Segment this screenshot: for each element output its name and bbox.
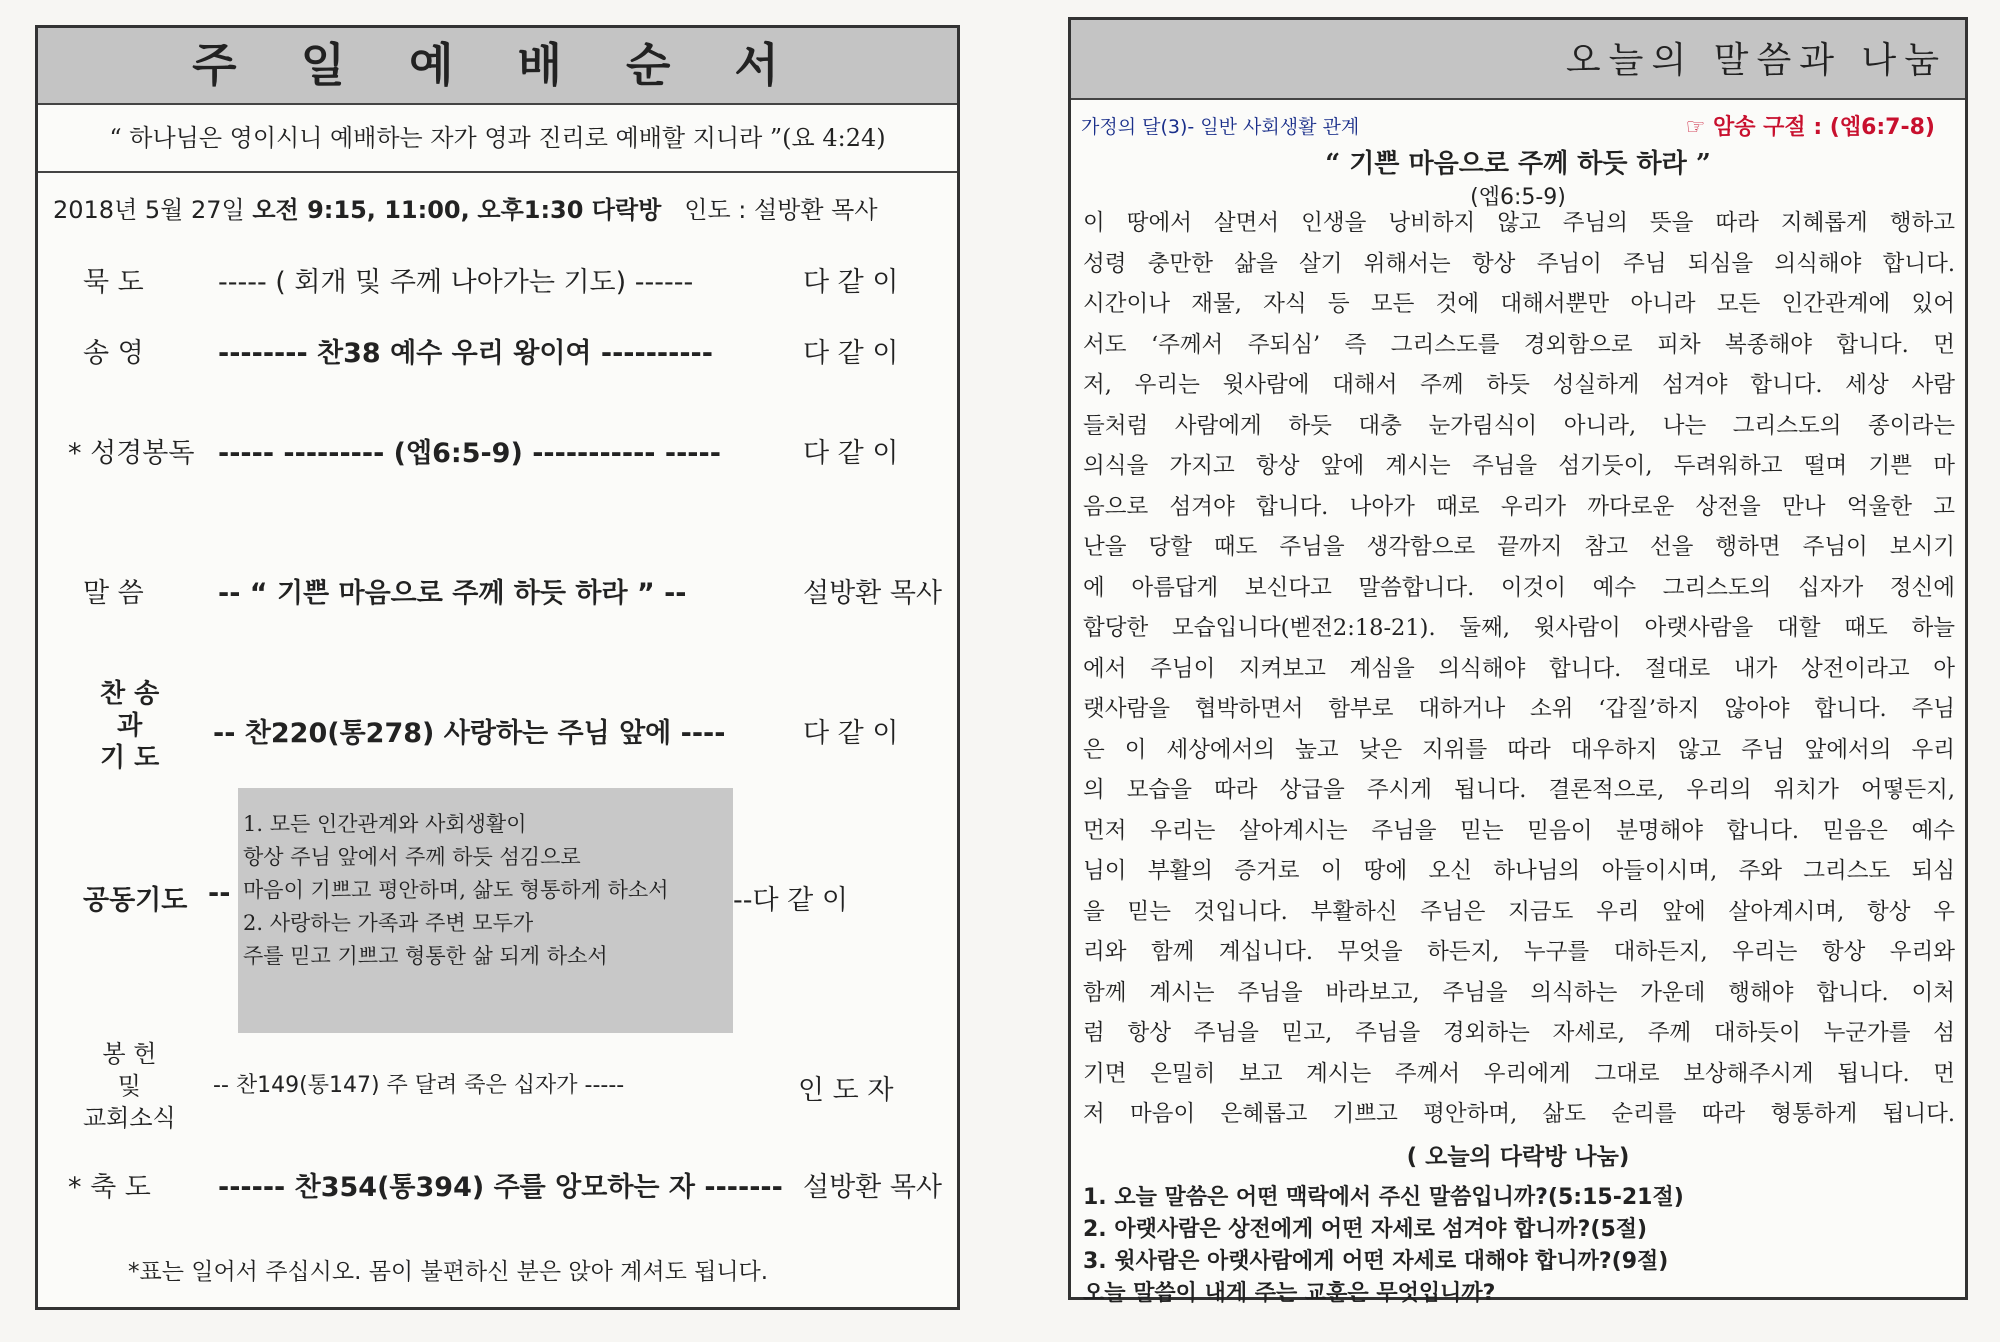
joint-prayer-leader	[733, 878, 848, 917]
sermon-series-topic: 가정의 달(3)- 일반 사회생활 관계	[1081, 116, 1360, 138]
body-line: 들처럼 사람에게 하듯 대충 눈가림식이 아니라, 나는 그리스도의 종이라는	[1083, 412, 1955, 439]
item-label: * 축 도	[68, 1172, 151, 1203]
item-leader: 다 같 이	[803, 267, 899, 298]
order-item-hymn-prayer-label	[100, 678, 159, 774]
body-line: 랫사람을 협박하면서 함부로 대하거나 소위 ‘갑질’하지 않아야 합니다. 주님	[1083, 696, 1955, 722]
prayer-line: 항상 주님 앞에서 주께 하듯 섬김으로	[243, 845, 581, 869]
label-part: 과	[117, 711, 143, 741]
label-part: 교회소식	[83, 1104, 176, 1132]
item-leader: --다 같 이	[733, 885, 848, 916]
item-leader: 다 같 이	[803, 338, 899, 369]
item-label: 송 영	[83, 338, 144, 369]
item-content: -------- 찬38 예수 우리 왕이여 ----------	[218, 338, 713, 369]
body-line: 님이 부활의 증거로 이 땅에 오신 하나님의 아들이시며, 주와 그리스도 되심	[1083, 858, 1955, 884]
label-part: 찬 송	[100, 679, 160, 709]
item-content: -- 찬220(통278) 사랑하는 주님 앞에 ----	[213, 718, 726, 749]
label-part: 봉 헌	[102, 1040, 157, 1068]
sermon-panel-title: 오늘의 말씀과 나눔	[1565, 40, 1947, 81]
scripture-quote: “ 하나님은 영이시니 예배하는 자가 영과 진리로 예배할 지니라 ”(요 4:24)	[38, 105, 957, 173]
sermon-title-bar	[1071, 20, 1965, 100]
sermon-body	[1083, 203, 1955, 1135]
body-line: 합당한 모습입니다(벧전2:18-21). 둘째, 윗사람이 아랫사람을 대할 때도 하늘	[1083, 615, 1955, 641]
label-part: 및	[117, 1072, 141, 1100]
prayer-line: 주를 믿고 기쁘고 형통한 삶 되게 하소서	[243, 944, 608, 968]
share-question-2: 2. 아랫사람은 상전에게 어떤 자세로 섬겨야 합니까?(5절)	[1083, 1217, 1648, 1242]
body-line: 먼저 우리는 살아계시는 주님을 믿는 믿음이 분명해야 합니다. 믿음은 예수	[1083, 817, 1955, 844]
worship-order-title: 주 일 예 배 순 서	[192, 38, 803, 92]
item-content: ----- ( 회개 및 주께 나아가는 기도) ------	[218, 267, 694, 298]
service-times: 오전 9:15, 11:00,	[252, 196, 470, 224]
sermon-heading: “ 기쁜 마음으로 주께 하듯 하라 ”	[1325, 149, 1711, 179]
joint-prayer-box	[238, 788, 733, 1033]
item-leader: 인 도 자	[798, 1075, 894, 1106]
item-content: ------ 찬354(통394) 주를 앙모하는 자 -------	[218, 1172, 783, 1203]
sermon-panel	[1068, 17, 1968, 1306]
body-line: 을 믿는 것입니다. 부활하신 주님은 지금도 우리 앞에 살아계시며, 항상 우	[1083, 898, 1955, 925]
item-content: -- 찬149(통147) 주 달려 죽은 십자가 -----	[213, 1073, 625, 1098]
body-line: 리와 함께 계십니다. 무엇을 하든지, 누구를 대하든지, 우리는 항상 우리와	[1083, 939, 1955, 965]
body-line: 이 땅에서 살면서 인생을 낭비하지 않고 주님의 뜻을 따라 지혜롭게 행하고	[1083, 210, 1955, 236]
share-question-4: 오늘 말씀이 내게 주는 교훈은 무엇입니까?	[1083, 1281, 1496, 1306]
body-line: 에서 주님이 지켜보고 계심을 의식해야 합니다. 절대로 내가 상전이라고 아	[1083, 655, 1955, 682]
body-line: 음으로 섬겨야 합니다. 나아가 때로 우리가 까다로운 상전을 만나 억울한 고	[1083, 493, 1955, 520]
share-question-3: 3. 윗사람은 아랫사람에게 어떤 자세로 대해야 합니까?(9절)	[1083, 1249, 1669, 1274]
worship-order-panel	[35, 25, 960, 1310]
service-place: 오후1:30 다락방	[477, 196, 662, 224]
memory-verse: ☞ 암송 구절 : (엡6:7-8)	[1685, 115, 1935, 140]
body-line: 은 이 세상에서의 높고 낮은 지위를 따라 대우하지 않고 주님 앞에서의 우리	[1083, 736, 1955, 763]
standing-note: *표는 일어서 주십시오. 몸이 불편하신 분은 앉아 계셔도 됩니다.	[128, 1259, 769, 1285]
item-leader: 다 같 이	[803, 718, 899, 749]
item-leader: 설방환 목사	[803, 578, 942, 609]
item-leader: 설방환 목사	[803, 1172, 942, 1203]
item-label: 묵 도	[83, 267, 144, 298]
item-content: -- “ 기쁜 마음으로 주께 하듯 하라 ” --	[218, 578, 687, 609]
prayer-line: 2. 사랑하는 가족과 주변 모두가	[243, 911, 534, 935]
item-label: * 성경봉독	[68, 438, 195, 469]
item-label: 공동기도	[83, 885, 188, 916]
share-section-title: ( 오늘의 다락방 나눔)	[1406, 1144, 1630, 1170]
body-line: 럼 항상 주님을 믿고, 주님을 경외하는 자세로, 주께 대하듯이 누군가를 섬	[1083, 1020, 1955, 1046]
body-line: 함께 계시는 주님을 바라보고, 주님을 의식하는 가운데 행해야 합니다. 이처	[1083, 979, 1955, 1006]
body-line: 시간이나 재물, 자식 등 모든 것에 대해서뿐만 아니라 모든 인간관계에 있어	[1083, 291, 1955, 317]
item-content: ----- --------- (엡6:5-9) ----------- -----	[218, 438, 721, 469]
item-content: --	[208, 878, 231, 909]
prayer-line: 1. 모든 인간관계와 사회생활이	[243, 812, 527, 836]
worship-order-title-bar	[38, 28, 957, 105]
body-line: 에 아름답게 보신다고 말씀합니다. 이것이 예수 그리스도의 십자가 정신에	[1083, 574, 1955, 601]
service-date: 2018년 5월 27일	[53, 196, 245, 224]
item-leader: 다 같 이	[803, 438, 899, 469]
body-line: 저 마음이 은혜롭고 기쁘고 평안하며, 삶도 순리를 따라 형통하게 됩니다.	[1083, 1101, 1955, 1127]
body-line: 의 모습을 따라 상급을 주시게 됩니다. 결론적으로, 우리의 위치가 어떻든지,	[1083, 777, 1955, 803]
body-line: 기면 은밀히 보고 계시는 주께서 우리에게 그대로 보상해주시게 됩니다. 먼	[1083, 1060, 1955, 1087]
body-line: 서도 ‘주께서 주되심’ 즉 그리스도를 경외함으로 피차 복종해야 합니다. 먼	[1083, 331, 1955, 358]
sermon-reference: (엡6:5-9)	[1470, 185, 1566, 210]
prayer-line: 마음이 기쁘고 평안하며, 삶도 형통하게 하소서	[243, 878, 669, 902]
share-question-1: 1. 오늘 말씀은 어떤 맥락에서 주신 말씀입니까?(5:15-21절)	[1083, 1185, 1684, 1210]
body-line: 의식을 가지고 항상 앞에 계시는 주님을 섬기듯이, 두려워하고 떨며 기쁜 마	[1083, 453, 1955, 479]
body-line: 저, 우리는 윗사람에 대해서 주께 하듯 성실하게 섬겨야 합니다. 세상 사람	[1083, 372, 1955, 398]
service-leader: 인도 : 설방환 목사	[684, 196, 878, 224]
service-info	[53, 190, 878, 225]
body-line: 성령 충만한 삶을 살기 위해서는 항상 주님이 주님 되심을 의식해야 합니다.	[1083, 250, 1955, 277]
body-line: 난을 당할 때도 주님을 생각함으로 끝까지 참고 선을 행하면 주님이 보시기	[1083, 534, 1955, 560]
label-part: 기 도	[100, 743, 160, 773]
order-item-offering-label	[83, 1038, 176, 1134]
item-label: 말 씀	[83, 578, 144, 609]
